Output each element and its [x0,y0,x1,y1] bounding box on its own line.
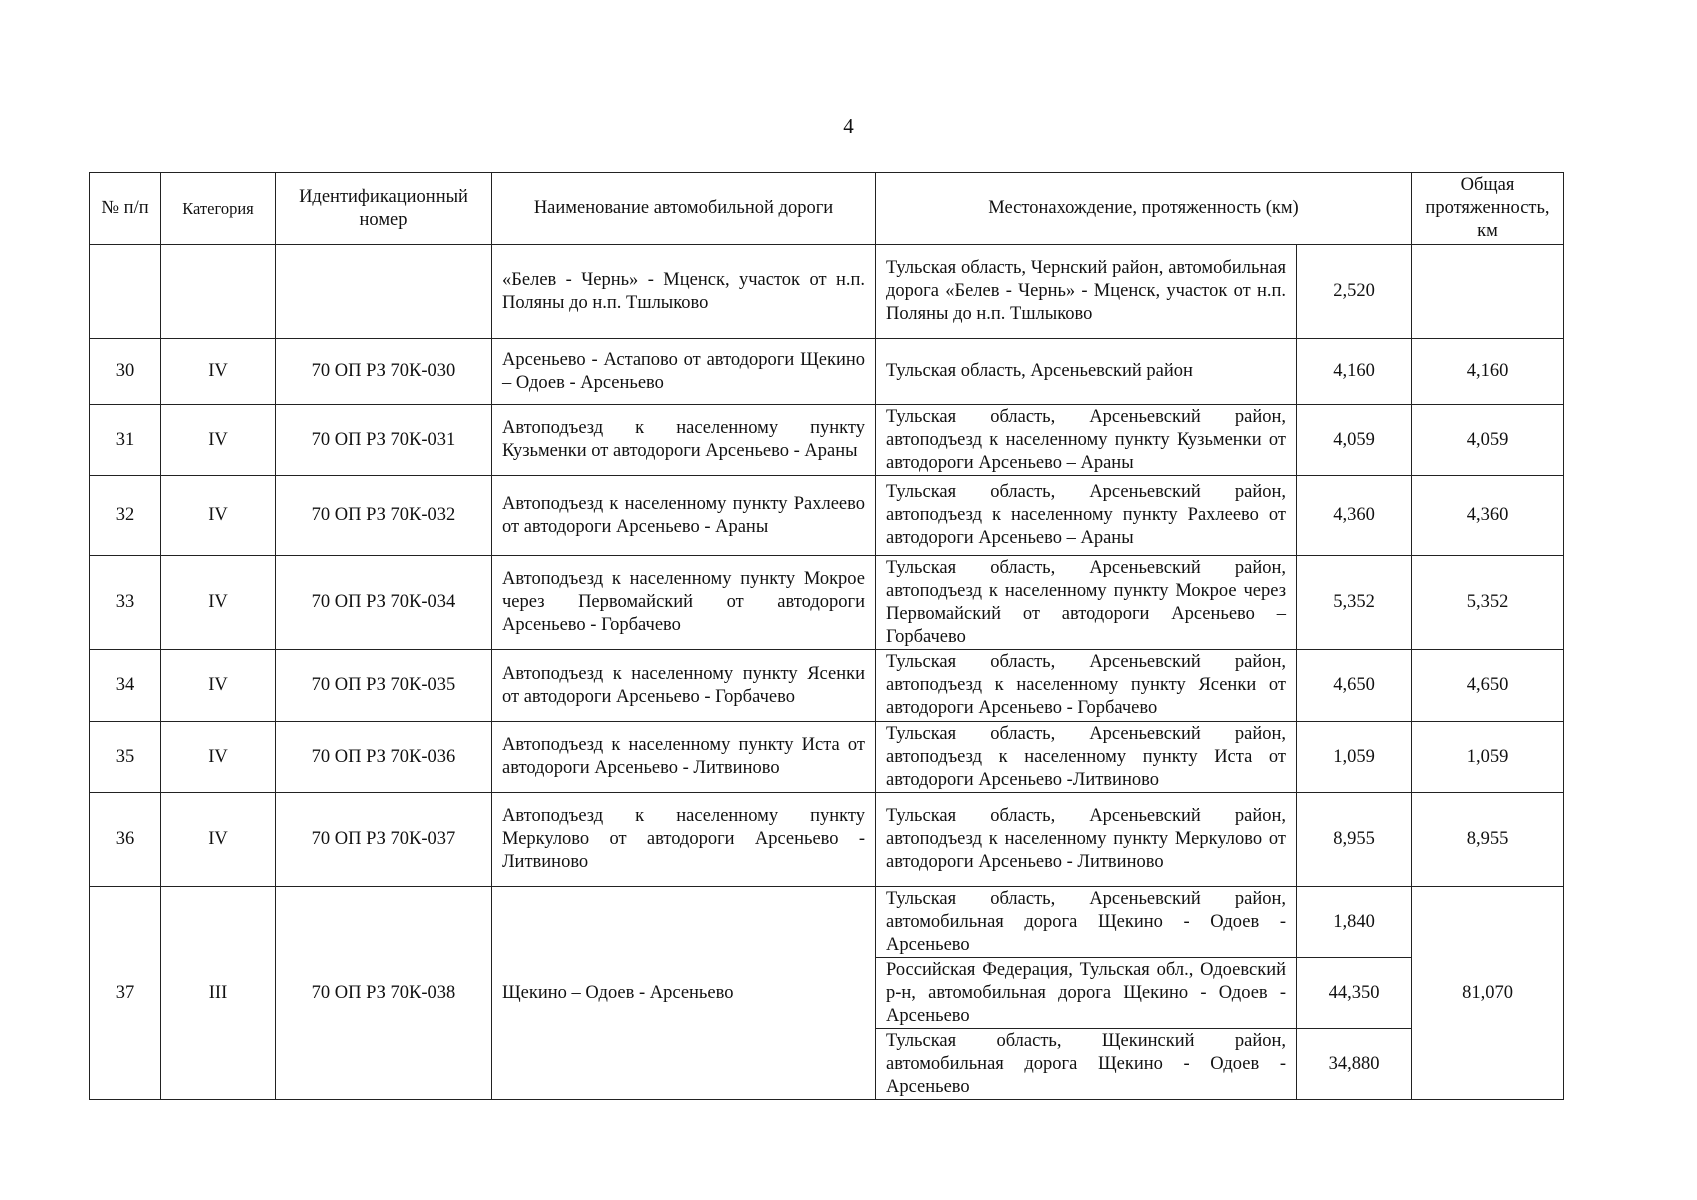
cell-location: Тульская область, Арсеньевский район, автоподъезд к населенному пункту Кузьменки от автодороги Арсеньево – Араны [876,405,1297,476]
cell-name: «Белев - Чернь» - Мценск, участок от н.п. Поляны до н.п. Тшлыково [492,245,876,339]
cell-length: 4,059 [1297,405,1412,476]
cell-location: Тульская область, Арсеньевский район, автоподъезд к населенному пункту Мокрое через Первомайский от автодороги Арсеньево – Горбачево [876,556,1297,650]
cell-location: Тульская область, Арсеньевский район, автоподъезд к населенному пункту Меркулово от автодороги Арсеньево - Литвиново [876,793,1297,887]
cell-location: Тульская область, Чернский район, автомобильная дорога «Белев - Чернь» - Мценск, участок от н.п. Поляны до н.п. Тшлыково [876,245,1297,339]
cell-id: 70 ОП РЗ 70К-035 [276,650,492,722]
page-number: 4 [843,114,854,138]
cell-category: III [161,887,276,1100]
cell-name: Автоподъезд к населенному пункту Иста от автодороги Арсеньево - Литвиново [492,722,876,793]
cell-name: Автоподъезд к населенному пункту Ясенки от автодороги Арсеньево - Горбачево [492,650,876,722]
cell-name: Автоподъезд к населенному пункту Рахлеево от автодороги Арсеньево - Араны [492,476,876,556]
cell-id [276,245,492,339]
cell-length: 4,160 [1297,339,1412,405]
cell-category [161,245,276,339]
cell-length: 44,350 [1297,958,1412,1029]
cell-id: 70 ОП РЗ 70К-034 [276,556,492,650]
cell-id: 70 ОП РЗ 70К-037 [276,793,492,887]
cell-location: Тульская область, Арсеньевский район, автоподъезд к населенному пункту Ясенки от автодороги Арсеньево - Горбачево [876,650,1297,722]
cell-num: 35 [90,722,161,793]
continuation-row [90,245,1564,339]
cell-location: Тульская область, Арсеньевский район, автоподъезд к населенному пункту Иста от автодороги Арсеньево -Литвиново [876,722,1297,793]
table-row [90,887,1564,958]
header-id: Идентификационный номер [276,173,492,245]
cell-total: 4,360 [1412,476,1564,556]
cell-name: Щекино – Одоев - Арсеньево [492,887,876,1100]
cell-length: 8,955 [1297,793,1412,887]
cell-length: 1,840 [1297,887,1412,958]
cell-total: 8,955 [1412,793,1564,887]
table-row [90,339,1564,405]
cell-location: Российская Федерация, Тульская обл., Одоевский р-н, автомобильная дорога Щекино - Одоев - Арсеньево [876,958,1297,1029]
header-row [90,173,1564,245]
table-row [90,650,1564,722]
cell-total: 1,059 [1412,722,1564,793]
cell-length: 1,059 [1297,722,1412,793]
cell-category: IV [161,339,276,405]
cell-category: IV [161,722,276,793]
cell-length: 34,880 [1297,1029,1412,1100]
cell-num [90,245,161,339]
cell-num: 30 [90,339,161,405]
cell-id: 70 ОП РЗ 70К-032 [276,476,492,556]
cell-total: 4,059 [1412,405,1564,476]
cell-name: Автоподъезд к населенному пункту Кузьменки от автодороги Арсеньево - Араны [492,405,876,476]
cell-id: 70 ОП РЗ 70К-031 [276,405,492,476]
table-row [90,476,1564,556]
cell-location: Тульская область, Арсеньевский район, автоподъезд к населенному пункту Рахлеево от автодороги Арсеньево – Араны [876,476,1297,556]
cell-num: 31 [90,405,161,476]
cell-num: 32 [90,476,161,556]
cell-length: 2,520 [1297,245,1412,339]
cell-num: 34 [90,650,161,722]
cell-category: IV [161,793,276,887]
cell-total: 4,160 [1412,339,1564,405]
cell-id: 70 ОП РЗ 70К-038 [276,887,492,1100]
cell-category: IV [161,650,276,722]
cell-length: 5,352 [1297,556,1412,650]
header-name: Наименование автомобильной дороги [492,173,876,245]
cell-num: 36 [90,793,161,887]
cell-name: Автоподъезд к населенному пункту Мокрое через Первомайский от автодороги Арсеньево - Горбачево [492,556,876,650]
header-total: Общая протяженность, км [1412,173,1564,245]
header-num: № п/п [90,173,161,245]
cell-category: IV [161,476,276,556]
cell-num: 33 [90,556,161,650]
cell-location: Тульская область, Арсеньевский район, автомобильная дорога Щекино - Одоев - Арсеньево [876,887,1297,958]
cell-id: 70 ОП РЗ 70К-030 [276,339,492,405]
cell-total [1412,245,1564,339]
cell-total: 4,650 [1412,650,1564,722]
table-row [90,793,1564,887]
cell-location: Тульская область, Арсеньевский район [876,339,1297,405]
cell-length: 4,650 [1297,650,1412,722]
cell-num: 37 [90,887,161,1100]
cell-length: 4,360 [1297,476,1412,556]
cell-location: Тульская область, Щекинский район, автомобильная дорога Щекино - Одоев - Арсеньево [876,1029,1297,1100]
cell-name: Автоподъезд к населенному пункту Меркулово от автодороги Арсеньево - Литвиново [492,793,876,887]
table-row [90,405,1564,476]
cell-total: 5,352 [1412,556,1564,650]
table-row [90,722,1564,793]
cell-category: IV [161,405,276,476]
cell-category: IV [161,556,276,650]
header-location: Местонахождение, протяженность (км) [876,173,1412,245]
cell-id: 70 ОП РЗ 70К-036 [276,722,492,793]
table-row [90,556,1564,650]
header-category: Категория [161,173,276,245]
roads-table [89,172,1564,1100]
cell-total: 81,070 [1412,887,1564,1100]
cell-name: Арсеньево - Астапово от автодороги Щекино – Одоев - Арсеньево [492,339,876,405]
